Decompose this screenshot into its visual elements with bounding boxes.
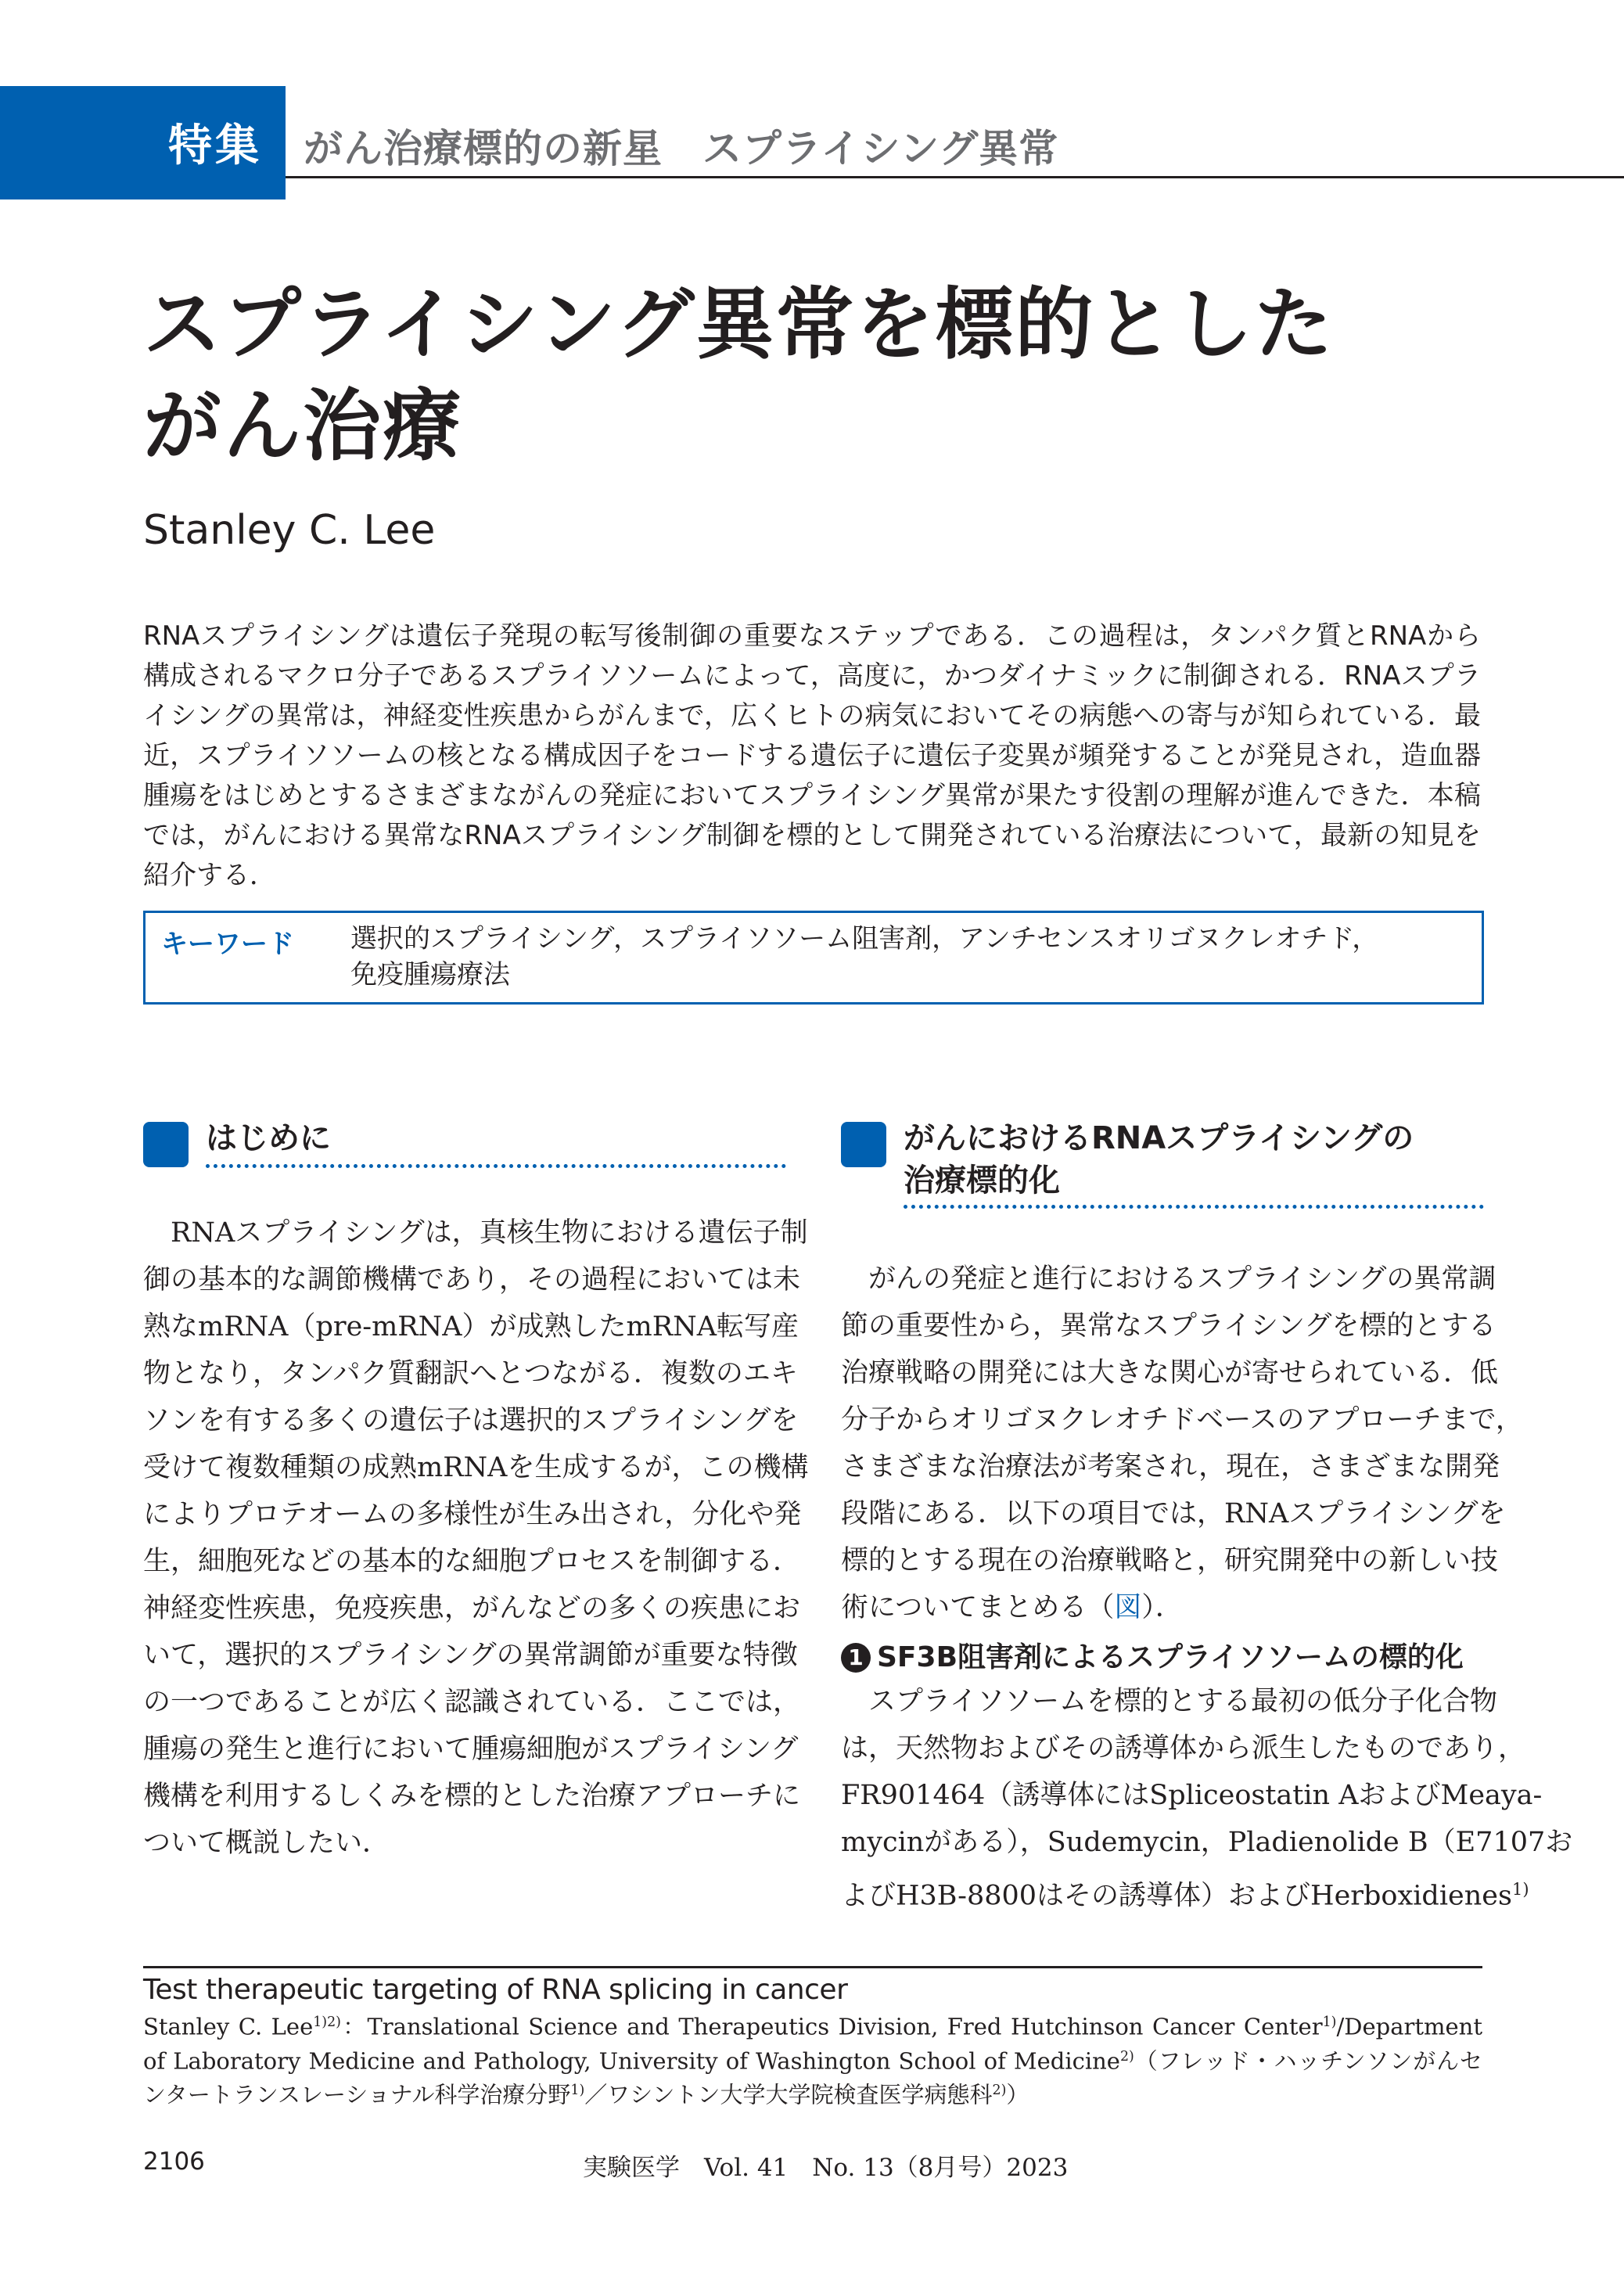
abstract-line: 紹介する． — [143, 860, 276, 891]
abstract — [143, 616, 1481, 896]
body-line: さまざまな治療法が考案され，現在，さまざまな開発 — [841, 1451, 1500, 1483]
body-line — [841, 1866, 1529, 1920]
intro-body — [143, 1209, 809, 1867]
keywords-box — [143, 911, 1484, 1005]
body-line: 治療戦略の開発には大きな関心が寄せられている．低 — [841, 1357, 1499, 1389]
abstract-line: 構成されるマクロ分子であるスプライソソームによって，高度に，かつダイナミックに制御される．RNAスプラ — [143, 660, 1481, 692]
number-badge: 1 — [841, 1643, 871, 1673]
keywords-list — [350, 921, 1378, 993]
body-line: 物となり，タンパク質翻訳へとつながる．複数のエキ — [143, 1358, 798, 1389]
tokushu-badge — [0, 86, 286, 199]
body-line: 生，細胞死などの基本的な細胞プロセスを制御する． — [143, 1546, 801, 1577]
subsection-title: SF3B阻害剤によるスプライソソームの標的化 — [877, 1641, 1464, 1673]
page-number: 2106 — [143, 2147, 205, 2176]
body-line: ソンを有する多くの遺伝子は選択的スプライシングを — [143, 1405, 799, 1436]
abstract-line: 腫瘍をはじめとするさまざまながんの発症においてスプライシング異常が果たす役割の理解が進んできた．本稿 — [143, 780, 1481, 811]
body-line: の一つであることが広く認識されている．ここでは， — [143, 1687, 801, 1718]
section-marker-icon — [143, 1122, 189, 1167]
body-line: RNAスプライシングは，真核生物における遺伝子制 — [143, 1217, 808, 1249]
section-title-line: 治療標的化 — [904, 1163, 1060, 1199]
aff-text: ） — [1006, 2081, 1029, 2108]
journal-citation: 実験医学 Vol. 41 No. 13（8月号）2023 — [583, 2154, 1069, 2182]
body-line: mycinがある），Sudemycin，Pladienolide B（E7107お — [841, 1827, 1573, 1858]
body-line: 節の重要性から，異常なスプライシングを標的とする — [841, 1310, 1496, 1342]
body-text: ）． — [1141, 1592, 1183, 1623]
body-line: 腫瘍の発生と進行において腫瘍細胞がスプライシング — [143, 1734, 799, 1765]
body-text: 術についてまとめる（ — [841, 1592, 1115, 1623]
body-line: 段階にある．以下の項目では，RNAスプライシングを — [841, 1498, 1506, 1529]
abstract-line: RNAスプライシングは遺伝子発現の転写後制御の重要なステップである．この過程は，タンパク質とRNAから — [143, 620, 1481, 652]
body-line: 受けて複数種類の成熟mRNAを生成するが，この機構 — [143, 1452, 809, 1483]
keywords-line: 選択的スプライシング，スプライソソーム阻害剤，アンチセンスオリゴヌクレオチド， — [350, 923, 1379, 954]
section-heading-targeting — [841, 1117, 1484, 1211]
aff-ref: 1) — [570, 2083, 585, 2099]
figure-link[interactable]: 図 — [1114, 1592, 1142, 1623]
section-title — [904, 1117, 1414, 1202]
body-text: よびH3B-8800はその誘導体）およびHerboxidienes — [841, 1880, 1512, 1912]
body-line: がんの発症と進行におけるスプライシングの異常調 — [841, 1263, 1496, 1295]
dotted-rule — [904, 1205, 1484, 1209]
body-line: 神経変性疾患，免疫疾患，がんなどの多くの疾患にお — [143, 1593, 801, 1624]
affiliation — [143, 2007, 1482, 2110]
aff-text: /Department of Laboratory Medicine and Pathology, University of Washington School of Medicine — [143, 2013, 1482, 2075]
body-line: スプライソソームを標的とする最初の低分子化合物 — [841, 1686, 1497, 1717]
body-line: 機構を利用するしくみを標的とした治療アプローチに — [143, 1781, 801, 1812]
author-name: Stanley C. Lee — [143, 507, 436, 554]
body-line: 標的とする現在の治療戦略と，研究開発中の新しい技 — [841, 1545, 1499, 1576]
body-line: 御の基本的な調節機構であり，その過程においては未 — [143, 1264, 801, 1296]
body-line: ついて概説したい． — [143, 1828, 390, 1859]
english-title: Test therapeutic targeting of RNA splicing in cancer — [143, 1974, 848, 2006]
body-line: は，天然物およびその誘導体から派生したものであり， — [841, 1733, 1526, 1764]
body-line: 熟なmRNA（pre-mRNA）が成熟したmRNA転写産 — [143, 1311, 799, 1342]
dotted-rule — [206, 1164, 786, 1168]
abstract-line: では，がんにおける異常なRNAスプライシング制御を標的として開発されている治療法について，最新の知見を — [143, 820, 1481, 851]
aff-ref: 1)2) — [313, 2014, 341, 2030]
section-title-line: がんにおけるRNAスプライシングの — [904, 1120, 1414, 1156]
tokushu-label: 特集 — [168, 120, 262, 171]
abstract-line: イシングの異常は，神経変性疾患からがんまで，広くヒトの病気においてその病態への寄与が知られている．最 — [143, 700, 1481, 731]
body-line — [841, 1584, 1482, 1631]
section-heading-intro — [143, 1117, 786, 1172]
header-rule — [286, 176, 1624, 178]
section-title: はじめに — [206, 1120, 331, 1156]
keywords-label: キーワード — [161, 929, 294, 960]
reference-link[interactable]: 1) — [1511, 1880, 1529, 1899]
body-line: によりプロテオームの多様性が生み出され，分化や発 — [143, 1499, 802, 1530]
aff-text: ／ワシントン大学大学院検査医学病態科 — [584, 2081, 993, 2108]
article-title — [143, 274, 1335, 477]
abstract-line: 近，スプライソソームの核となる構成因子をコードする遺伝子に遺伝子変異が頻発することが発見され，造血器 — [143, 740, 1481, 771]
title-line: スプライシング異常を標的とした — [143, 279, 1335, 370]
body-line: 分子からオリゴヌクレオチドベースのアプローチまで， — [841, 1404, 1523, 1436]
subsection-body — [841, 1678, 1573, 1920]
aff-text: ：Translational Science and Therapeutics Division, Fred Hutchinson Cancer Center — [340, 2013, 1323, 2040]
aff-ref: 2) — [1119, 2048, 1134, 2065]
series-title: がん治療標的の新星 スプライシング異常 — [304, 126, 1059, 171]
keywords-line: 免疫腫瘍療法 — [350, 959, 510, 990]
footer-rule — [143, 1966, 1482, 1968]
body-line: FR901464（誘導体にはSpliceostatin AおよびMeaya- — [841, 1780, 1543, 1811]
aff-author: Stanley C. Lee — [143, 2013, 314, 2040]
subsection-heading — [841, 1635, 1464, 1675]
aff-ref: 1) — [1322, 2014, 1337, 2030]
aff-ref: 2) — [992, 2083, 1007, 2099]
aff-text: （フレッド・ハッチンソンがんセンタートランスレーショナル科学治療分野 — [143, 2047, 1482, 2108]
title-line: がん治療 — [143, 380, 462, 472]
targeting-body — [841, 1256, 1523, 1631]
section-marker-icon — [841, 1122, 886, 1167]
body-line: いて，選択的スプライシングの異常調節が重要な特徴 — [143, 1640, 798, 1671]
